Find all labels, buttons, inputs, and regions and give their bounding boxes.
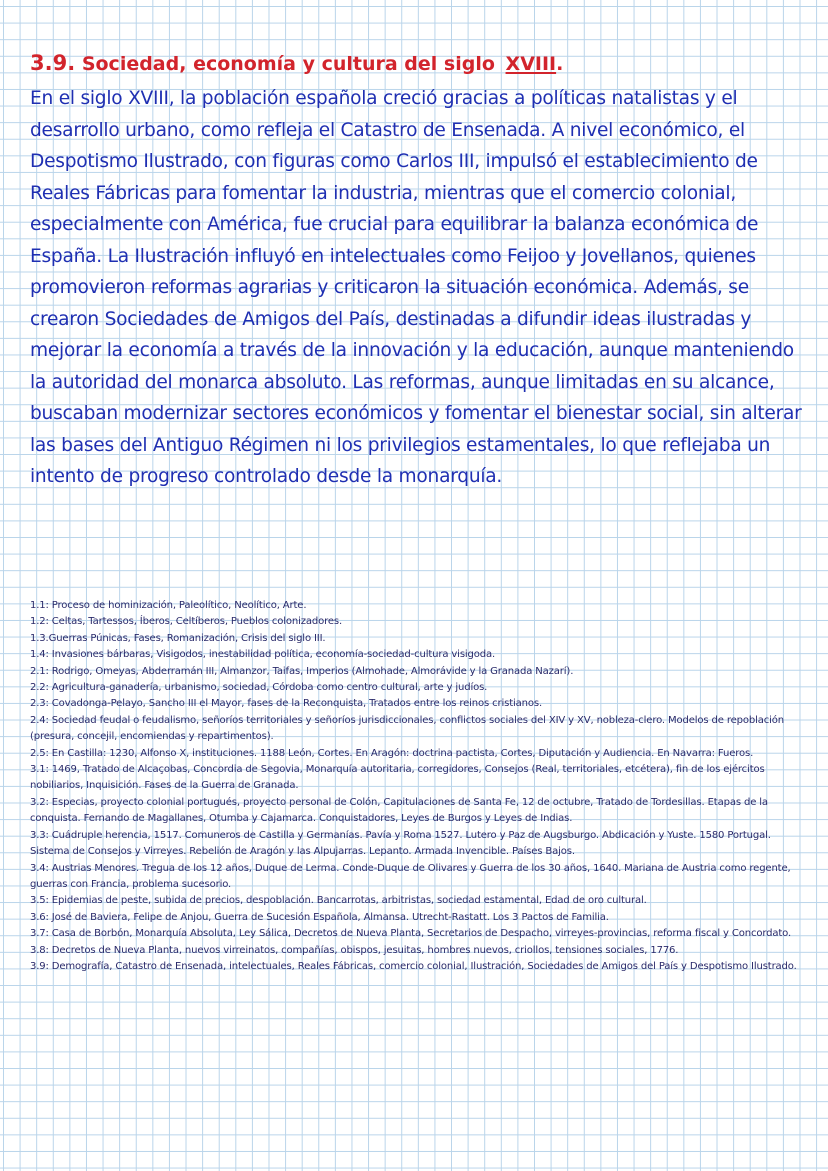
essay-paragraph: En el siglo XVIII, la población española creció gracias a políticas natalistas y el desarrollo urbano, como refleja el Catastro de Ensenada. A nivel económico, el Despotismo Ilustrado, con figuras como Carlos III, impulsó el establecimiento de Reales Fábricas para fomentar la industria, mientras que el comercio colonial, especialmente con América, fue crucial para equilibrar la balanza económica de España. La Ilustración influyó en intelectuales como Feijoo y Jovellanos, quienes promovieron reformas agrarias y criticaron la situación económica. Además, se crearon Sociedades de Amigos del País, destinadas a difundir ideas ilustradas y mejorar la economía a través de la innovación y la educación, aunque manteniendo la autoridad del monarca absoluto. Las reformas, aunque limitadas en su alcance, buscaban modernizar sectores económicos y fomentar el bienestar social, sin alterar las bases del Antiguo Régimen ni los privilegios estamentales, lo que reflejaba un intento de progreso controlado desde la monarquía. — [30, 88, 802, 487]
topic-item: 1.2: Celtas, Tartessos, Íberos, Celtíberos, Pueblos colonizadores. — [30, 616, 343, 628]
topic-item: 3.7: Casa de Borbón, Monarquía Absoluta, Ley Sálica, Decretos de Nueva Planta, Secretarios de Despacho, virreyes-provincias, reforma fiscal y Concordato. — [30, 928, 792, 940]
section-number: 3.9. — [30, 51, 76, 75]
topic-item: 1.3.Guerras Púnicas, Fases, Romanización, Crisis del siglo III. — [30, 632, 326, 644]
topic-item: 3.3: Cuádruple herencia, 1517. Comuneros de Castilla y Germanías. Pavía y Roma 1527. Lutero y Paz de Augsburgo. Abdicación y Yuste. 1580 Portugal. Sistema de Consejos y Virreyes. Rebelión de Aragón y las Alpujarras. Lepanto. Armada Invencible. Países Bajos. — [30, 829, 771, 858]
topic-index — [30, 598, 806, 975]
topic-item: 1.4: Invasiones bárbaras, Visigodos, inestabilidad política, economía-sociedad-cultura visigoda. — [30, 649, 496, 661]
topic-item: 2.4: Sociedad feudal o feudalismo, señoríos territoriales y señoríos jurisdiccionales, conflictos sociales del XIV y XV, nobleza-clero. Modelos de repoblación (presura, concejil, encomiendas y repartimentos). — [30, 714, 784, 743]
topic-item: 2.3: Covadonga-Pelayo, Sancho III el Mayor, fases de la Reconquista, Tratados entre los reinos cristianos. — [30, 698, 543, 710]
section-century: XVIII — [505, 53, 557, 75]
essay-section — [30, 50, 806, 493]
topic-item: 1.1: Proceso de hominización, Paleolítico, Neolítico, Arte. — [30, 600, 307, 611]
section-heading — [30, 50, 806, 77]
topic-item: 2.2: Agricultura-ganadería, urbanismo, sociedad, Córdoba como centro cultural, arte y judíos. — [30, 682, 488, 694]
topic-item: 3.5: Epidemias de peste, subida de precios, despoblación. Bancarrotas, arbitristas, sociedad estamental, Edad de oro cultural. — [30, 895, 647, 907]
topic-item: 3.6: José de Baviera, Felipe de Anjou, Guerra de Sucesión Española, Almansa. Utrecht-Rastatt. Los 3 Pactos de Familia. — [30, 911, 609, 923]
section-title-end: . — [556, 53, 564, 75]
topic-item: 3.9: Demografía, Catastro de Ensenada, intelectuales, Reales Fábricas, comercio colonial, Ilustración, Sociedades de Amigos del País y Despotismo Ilustrado. — [30, 960, 797, 972]
section-title: Sociedad, economía y cultura del siglo — [81, 53, 495, 75]
topic-item: 2.5: En Castilla: 1230, Alfonso X, instituciones. 1188 León, Cortes. En Aragón: doctrina pactista, Cortes, Diputación y Audiencia. En Navarra: Fueros. — [30, 747, 754, 759]
topic-item: 3.2: Especias, proyecto colonial portugués, proyecto personal de Colón, Capitulaciones de Santa Fe, 12 de octubre, Tratado de Tordesillas. Etapas de la conquista. Fernando de Magallanes, Otumba y Cajamarca. Conquistadores, Leyes de Burgos y Leyes de Indias. — [30, 796, 768, 825]
topic-item: 3.4: Austrias Menores. Tregua de los 12 años, Duque de Lerma. Conde-Duque de Olivares y Guerra de los 30 años, 1640. Mariana de Austria como regente, guerras con Francia, problema sucesorio. — [30, 862, 791, 890]
topic-item: 2.1: Rodrigo, Omeyas, Abderramán III, Almanzor, Taifas, Imperios (Almohade, Almorávide y la Granada Nazarí). — [30, 665, 574, 677]
topic-item: 3.1: 1469, Tratado de Alcaçobas, Concordia de Segovia, Monarquía autoritaria, corregidores, Consejos (Real, territoriales, etcétera), fin de los ejércitos nobiliarios, Inquisición. Fases de la Guerra de Granada. — [30, 764, 765, 792]
topic-item: 3.8: Decretos de Nueva Planta, nuevos virreinatos, compañías, obispos, jesuitas, hombres nuevos, criollos, tensiones sociales, 1776. — [30, 944, 679, 956]
